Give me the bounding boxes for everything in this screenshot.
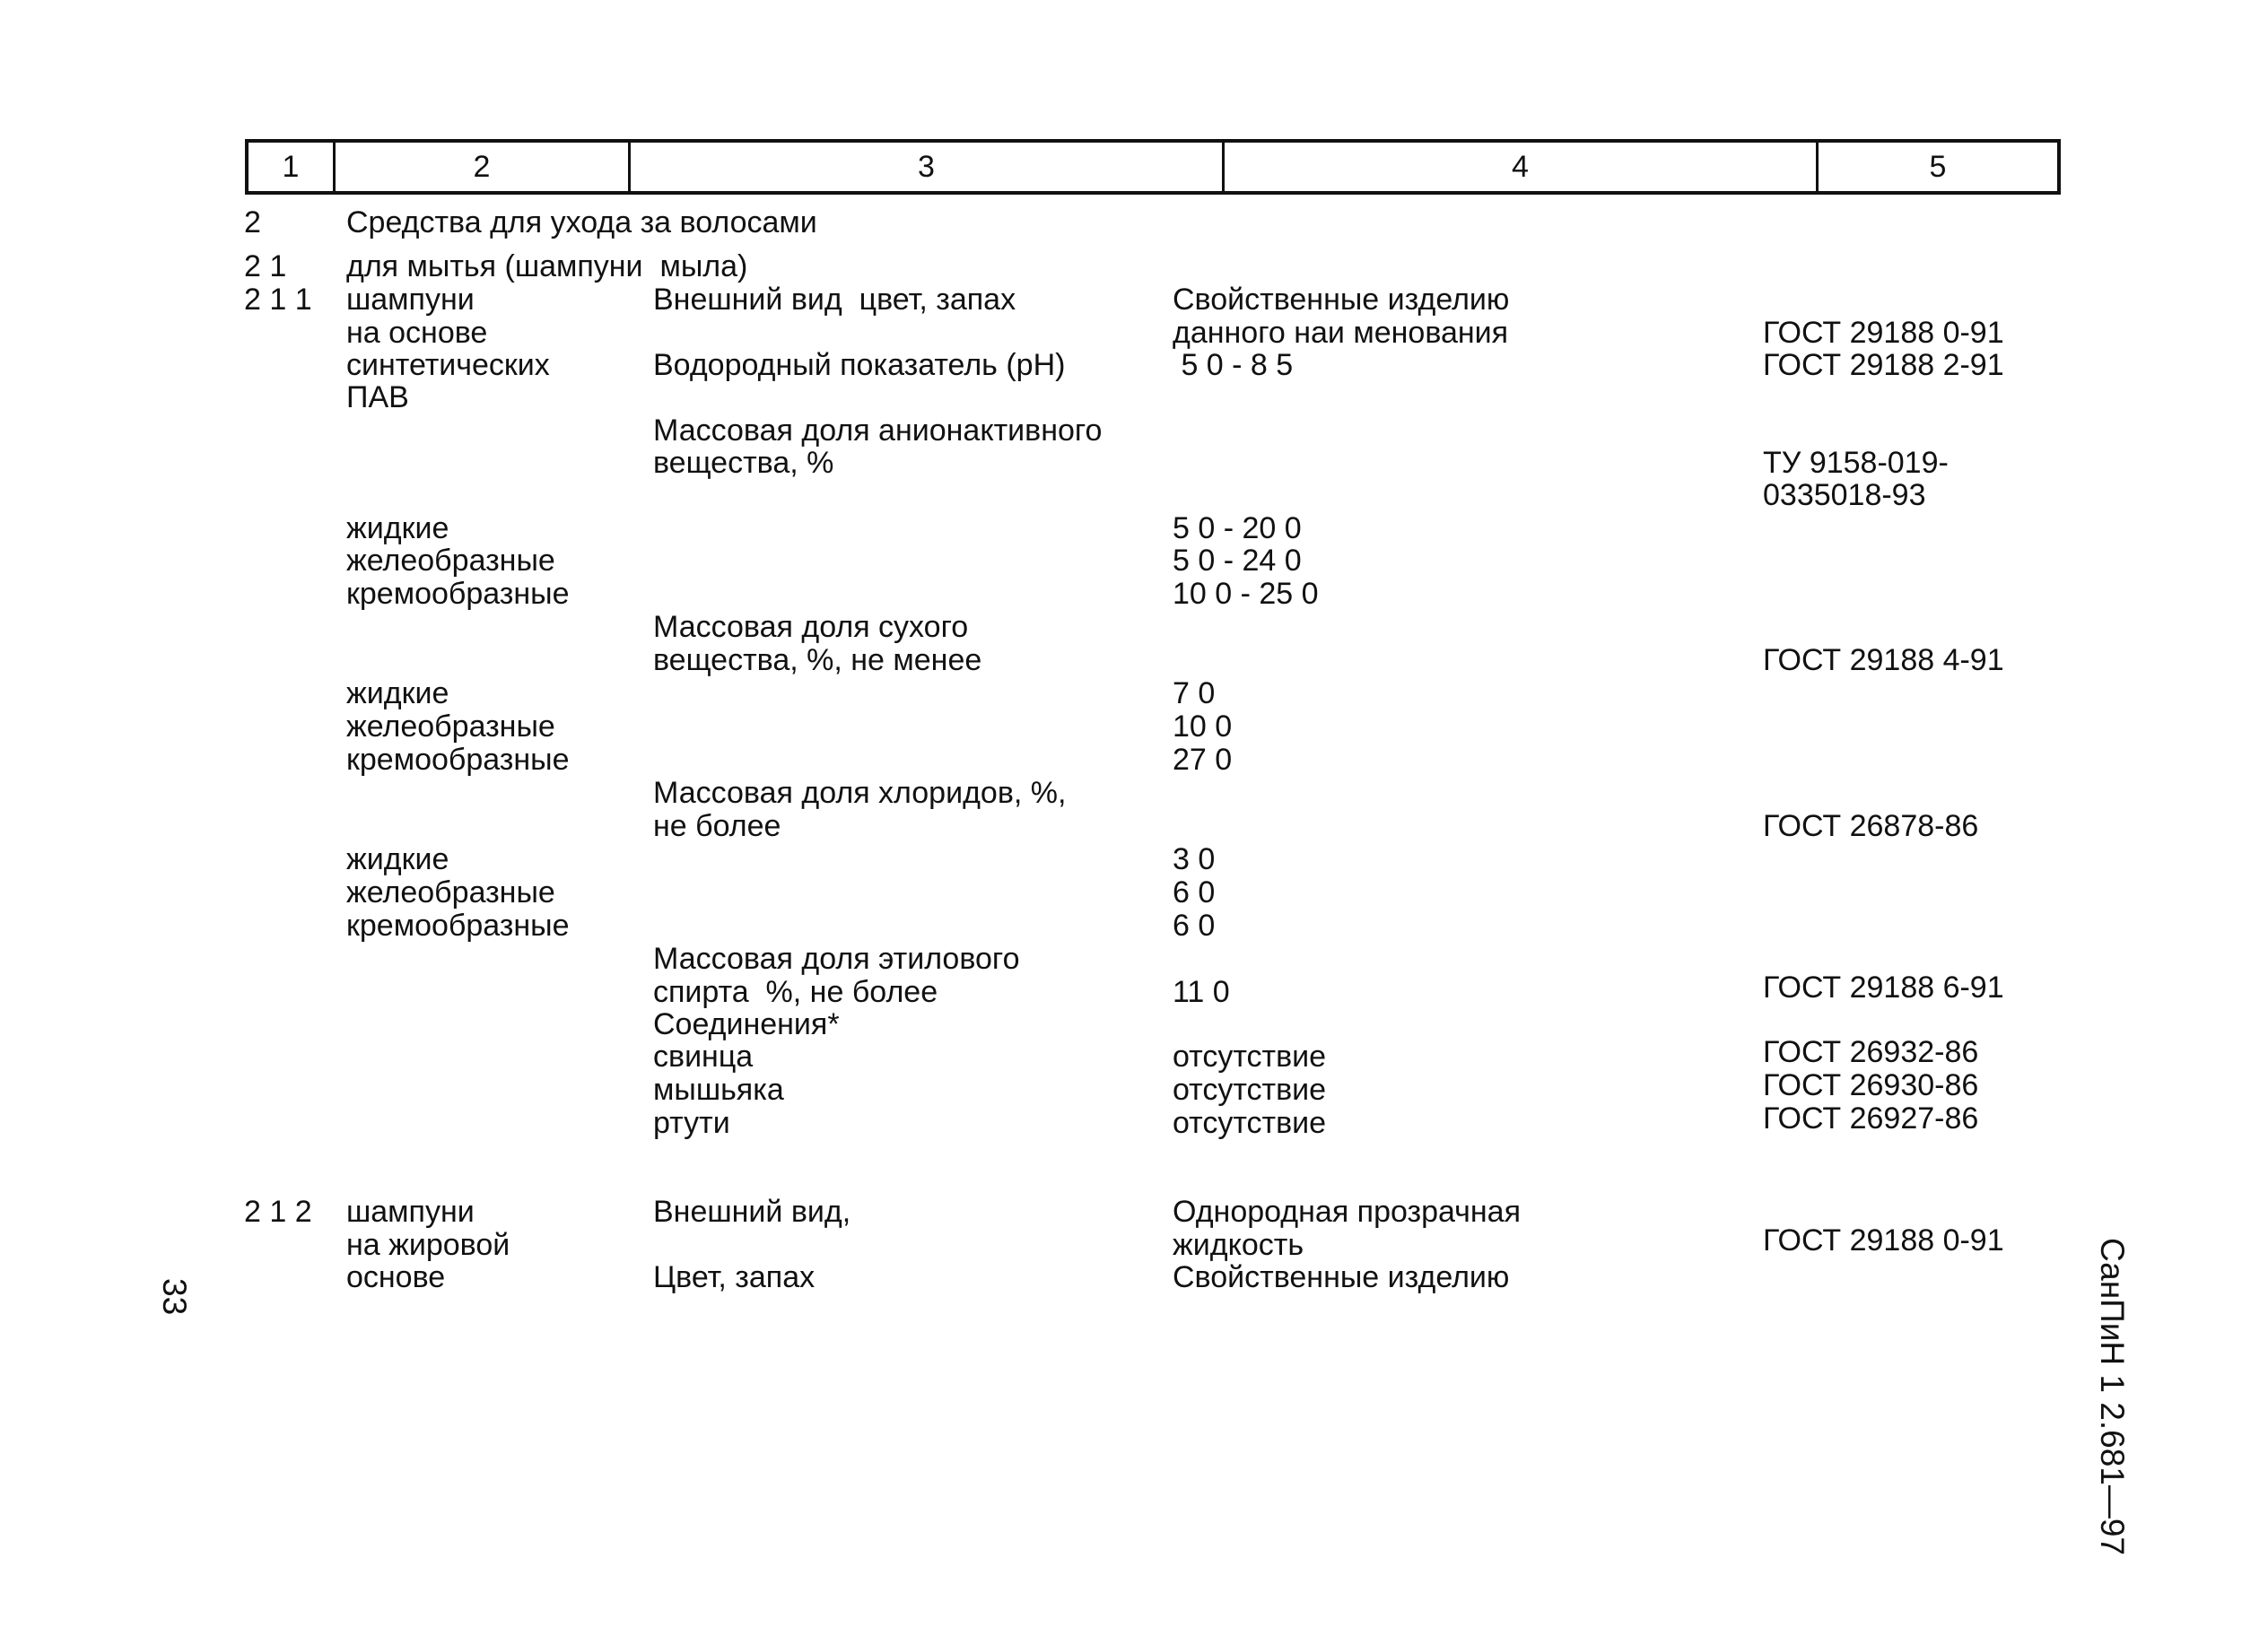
value-text: 11 0 — [1173, 975, 1230, 1009]
parameter-text: не более — [653, 809, 781, 843]
type-text: жидкие — [346, 842, 449, 876]
value-text: 10 0 - 25 0 — [1173, 577, 1319, 611]
value-text: 27 0 — [1173, 743, 1233, 777]
page-number: 33 — [156, 1278, 193, 1316]
norm-text: жидкость — [1173, 1228, 1304, 1262]
value-text: 7 0 — [1173, 676, 1216, 710]
value-text: 3 0 — [1173, 842, 1216, 876]
method-text: ГОСТ 26927-86 — [1763, 1101, 1979, 1136]
type-text: кремообразные — [346, 577, 570, 611]
header-col-4: 4 — [1512, 149, 1529, 184]
parameter-text: свинца — [653, 1040, 754, 1074]
item-name-line: на жировой — [346, 1228, 510, 1262]
value-text: 10 0 — [1173, 709, 1233, 744]
header-col-5: 5 — [1929, 149, 1947, 184]
method-text: 0335018-93 — [1763, 478, 1926, 512]
value-text: 6 0 — [1173, 875, 1216, 910]
method-text: ТУ 9158-019- — [1763, 446, 1949, 480]
parameter-text: мышьяка — [653, 1073, 784, 1107]
norm-text: Однородная прозрачная — [1173, 1195, 1521, 1229]
type-text: жидкие — [346, 511, 449, 545]
table-header — [245, 139, 2061, 195]
type-text: кремообразные — [346, 743, 570, 777]
parameter-text: Соединения* — [653, 1007, 840, 1041]
type-text: желеобразные — [346, 544, 555, 578]
value-text: отсутствие — [1173, 1040, 1327, 1074]
parameter-text: Цвет, запах — [653, 1260, 816, 1294]
parameter-text: Водородный показатель (pH) — [653, 348, 1066, 382]
value-text: 6 0 — [1173, 909, 1216, 943]
parameter-text: Массовая доля анионактивного — [653, 413, 1103, 448]
section-number: 2 — [244, 205, 261, 239]
header-col-3: 3 — [918, 149, 935, 184]
method-text: ГОСТ 29188 4-91 — [1763, 643, 2004, 677]
type-text: жидкие — [346, 676, 449, 710]
type-text: желеобразные — [346, 709, 555, 744]
parameter-text: Внешний вид цвет, запах — [653, 283, 1016, 317]
parameter-text: ртути — [653, 1106, 730, 1140]
section-title: Средства для ухода за волосами — [346, 205, 817, 239]
parameter-text: спирта %, не более — [653, 975, 938, 1009]
parameter-text: Массовая доля хлоридов, %, — [653, 776, 1067, 810]
parameter-text: Массовая доля сухого — [653, 610, 969, 644]
item-name-line: на основе — [346, 316, 488, 350]
item-name-line: ПАВ — [346, 380, 409, 414]
norm-text: 5 0 - 8 5 — [1173, 348, 1294, 382]
parameter-text: Массовая доля этилового — [653, 942, 1020, 976]
method-text: ГОСТ 29188 0-91 — [1763, 1223, 2004, 1258]
type-text: желеобразные — [346, 875, 555, 910]
norm-text: Свойственные изделию — [1173, 1260, 1510, 1294]
header-col-2: 2 — [473, 149, 491, 184]
norm-text: данного наи менования — [1173, 316, 1509, 350]
parameter-text: Внешний вид, — [653, 1195, 851, 1229]
value-text: 5 0 - 24 0 — [1173, 544, 1302, 578]
item-name-line: шампуни — [346, 283, 475, 317]
method-text: ГОСТ 29188 0-91 — [1763, 316, 2004, 350]
parameter-text: вещества, % — [653, 446, 834, 480]
item-name-line: шампуни — [346, 1195, 475, 1229]
method-text: ГОСТ 26932-86 — [1763, 1035, 1979, 1069]
header-col-1: 1 — [282, 149, 300, 184]
method-text: ГОСТ 26878-86 — [1763, 809, 1979, 843]
document-code-label: СанПиН 1 2.681—97 — [2094, 1238, 2131, 1556]
method-text: ГОСТ 26930-86 — [1763, 1068, 1979, 1102]
parameter-text: вещества, %, не менее — [653, 643, 982, 677]
value-text: 5 0 - 20 0 — [1173, 511, 1302, 545]
item-name-line: основе — [346, 1260, 446, 1294]
method-text: ГОСТ 29188 6-91 — [1763, 970, 2004, 1005]
type-text: кремообразные — [346, 909, 570, 943]
subsection-number: 2 1 — [244, 249, 287, 283]
subsection-title: для мытья (шампуни мыла) — [346, 249, 748, 283]
item-number: 2 1 1 — [244, 283, 312, 317]
item-number: 2 1 2 — [244, 1195, 312, 1229]
norm-text: Свойственные изделию — [1173, 283, 1510, 317]
item-name-line: синтетических — [346, 348, 550, 382]
value-text: отсутствие — [1173, 1106, 1327, 1140]
method-text: ГОСТ 29188 2-91 — [1763, 348, 2004, 382]
value-text: отсутствие — [1173, 1073, 1327, 1107]
